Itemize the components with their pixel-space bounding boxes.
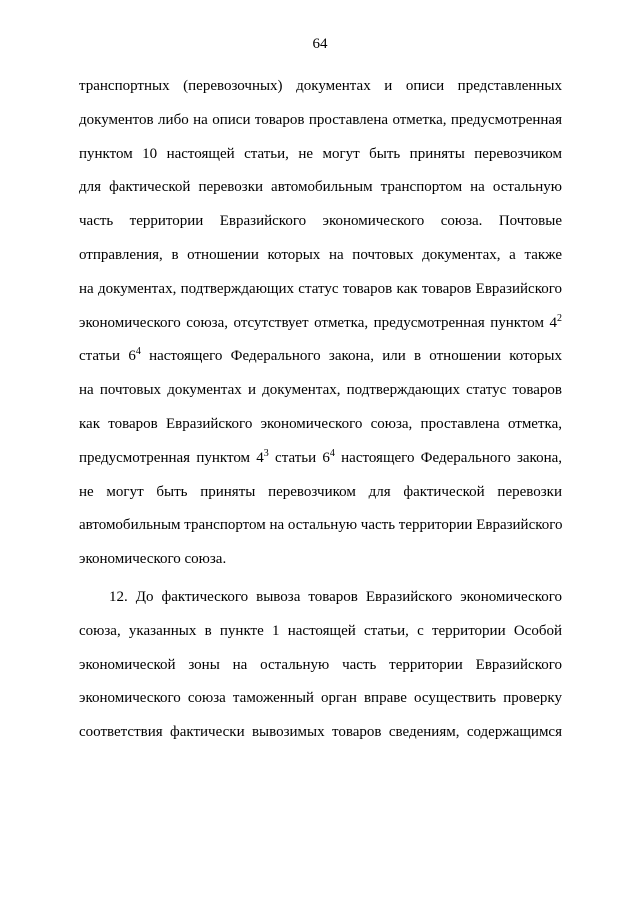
- superscript: 2: [557, 312, 562, 324]
- text-line: экономического союза таможенный орган вправе осуществить проверку: [79, 690, 562, 707]
- text-line: союза, указанных в пункте 1 настоящей статьи, с территории Особой: [79, 622, 562, 639]
- text-line: транспортных (перевозочных) документах и описи представленных: [79, 78, 562, 94]
- text-line: [79, 442, 562, 476]
- text-fragment: статьи 6: [268, 449, 330, 466]
- text-fragment: статьи 6: [79, 348, 136, 365]
- text-line: автомобильным транспортом на остальную часть территории Евразийского: [79, 517, 563, 534]
- text-line: 12. До фактического вывоза товаров Евразийского экономического: [109, 588, 562, 605]
- superscript: 4: [329, 447, 335, 459]
- text-fragment: предусмотренная пунктом 4: [79, 449, 264, 466]
- text-fragment: экономического союза, отсутствует отметка, предусмотренная пунктом 4: [79, 314, 557, 331]
- text-line: как товаров Евразийского экономического союза, проставлена отметка,: [79, 415, 562, 432]
- paragraph-2: [79, 581, 562, 750]
- text-line: соответствия фактически вывозимых товаров сведениям, содержащимся: [79, 724, 562, 741]
- text-line: на почтовых документах и документах, подтверждающих статус товаров: [79, 382, 562, 399]
- text-line: пунктом 10 настоящей статьи, не могут быть приняты перевозчиком: [79, 145, 562, 162]
- text-line: часть территории Евразийского экономического союза. Почтовые: [79, 213, 562, 230]
- text-line: для фактической перевозки автомобильным транспортом на остальную: [79, 179, 562, 196]
- text-line: на документах, подтверждающих статус товаров как товаров Евразийского: [79, 280, 562, 297]
- text-fragment: настоящего Федерального закона,: [334, 449, 563, 466]
- page-number: 64: [312, 36, 328, 52]
- text-line: [79, 340, 562, 374]
- superscript: 4: [135, 346, 141, 358]
- text-fragment: настоящего Федерального закона, или в отношении которых: [140, 348, 562, 365]
- text-line: экономической зоны на остальную часть территории Евразийского: [79, 656, 562, 673]
- text-line: [79, 307, 562, 341]
- text-line: отправления, в отношении которых на почтовых документах, а также: [79, 246, 562, 263]
- text-line: не могут быть приняты перевозчиком для фактической перевозки: [79, 483, 562, 500]
- text-line: документов либо на описи товаров проставлена отметка, предусмотренная: [79, 111, 562, 128]
- paragraph-1: [79, 70, 562, 577]
- superscript: 3: [263, 447, 269, 459]
- text-line: экономического союза.: [79, 551, 227, 568]
- document-body: [79, 70, 562, 750]
